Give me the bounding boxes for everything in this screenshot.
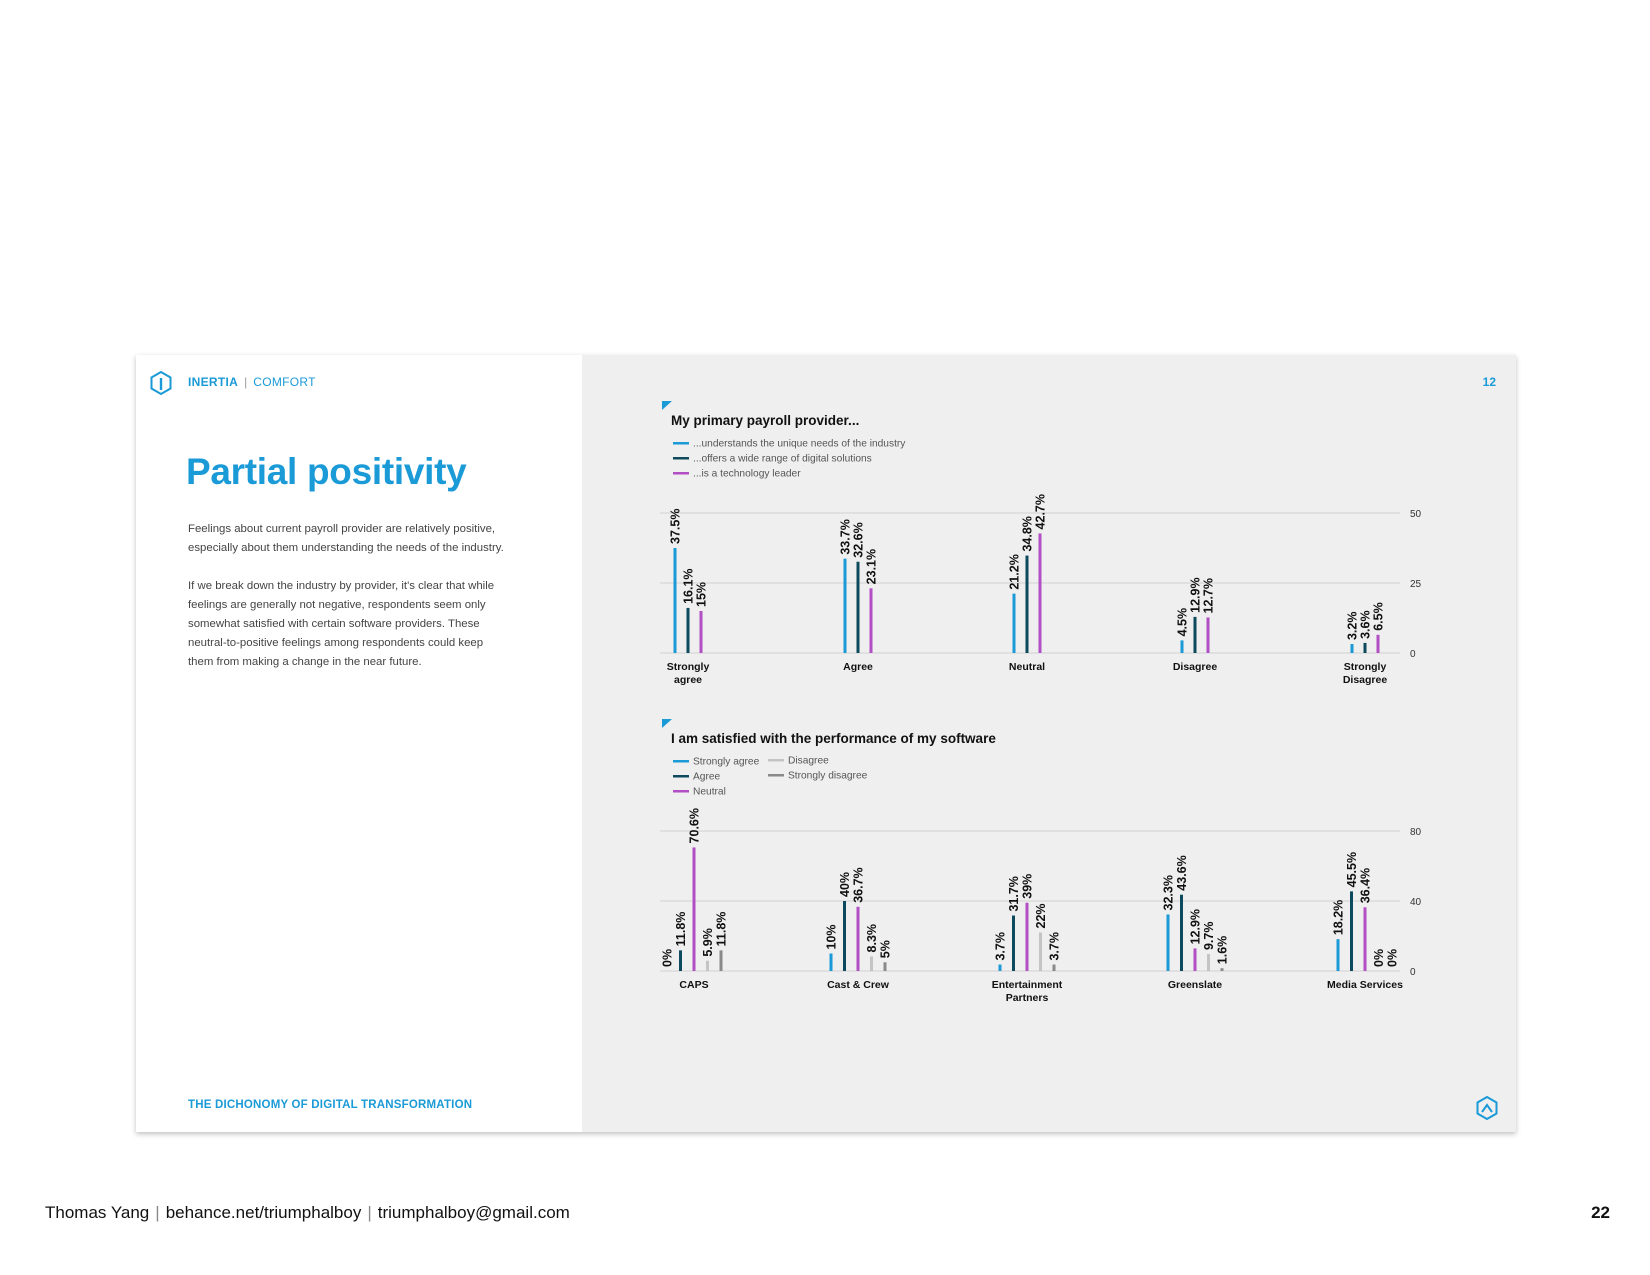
bar [1337, 939, 1340, 971]
bar [1364, 907, 1367, 971]
chart-marker-icon [662, 719, 672, 728]
text-panel [136, 355, 582, 1132]
data-label: 9.7% [1202, 921, 1216, 951]
legend-swatch [673, 472, 689, 475]
bar [1181, 640, 1184, 653]
data-label: 1.6% [1215, 935, 1230, 965]
data-label: 5.9% [701, 928, 715, 957]
bar [870, 956, 873, 971]
data-label: 10% [824, 924, 839, 950]
data-label: 23.1% [864, 548, 879, 585]
data-label: 12.9% [1188, 908, 1203, 945]
x-tick-label: Media Services [1327, 979, 1403, 991]
data-label: 45.5% [1345, 851, 1359, 888]
bar [706, 961, 709, 971]
x-tick-label: Neutral [1008, 661, 1046, 673]
bar [1039, 533, 1042, 653]
chart-2 [660, 719, 1422, 1004]
legend-label: ...understands the unique needs of the industry [693, 438, 906, 450]
bar [679, 950, 682, 971]
paragraph-2: If we break down the industry by provider, it's clear that while feelings are generally not negative, respondents seem only somewhat satisfied with certain software providers. These neutral-to-positive feelings among respondents could keep them from making a change in the near future. [188, 580, 495, 668]
bar [1026, 903, 1029, 971]
paragraph-1: Feelings about current payroll provider are relatively positive, especially about them understanding the needs of the industry. [188, 523, 504, 554]
bar [674, 548, 677, 653]
x-tick-label: Strongly agree [666, 661, 710, 686]
data-label: 21.2% [1007, 554, 1022, 590]
data-label: 34.8% [1020, 516, 1035, 552]
data-label: 11.8% [674, 911, 688, 947]
data-label: 39% [1020, 873, 1035, 899]
data-label: 3.2% [1345, 611, 1360, 641]
data-label: 12.7% [1201, 577, 1216, 614]
bar [1351, 644, 1354, 653]
footer-title: THE DICHONOMY OF DIGITAL TRANSFORMATION [188, 1099, 473, 1111]
y-tick-label: 50 [1410, 509, 1422, 520]
bar [884, 962, 887, 971]
data-label: 5% [878, 940, 893, 959]
data-label: 0% [660, 948, 675, 967]
legend-label: Strongly disagree [788, 770, 868, 782]
footer-divider: | [367, 1203, 372, 1222]
bar [1053, 965, 1056, 971]
bar [843, 901, 846, 971]
bar [720, 950, 723, 971]
y-tick-label: 0 [1410, 967, 1416, 978]
data-label: 31.7% [1007, 876, 1021, 912]
data-label: 8.3% [865, 923, 879, 953]
legend-label: ...is a technology leader [693, 468, 801, 480]
bar [1377, 635, 1380, 653]
bar [1180, 895, 1183, 971]
bar [1364, 643, 1367, 653]
bar [1350, 891, 1353, 971]
data-label: 16.1% [681, 568, 696, 604]
footer-divider: | [155, 1203, 160, 1222]
y-tick-label: 0 [1410, 649, 1416, 660]
bar [1207, 617, 1210, 653]
x-tick-label: CAPS [679, 979, 709, 991]
bar [1012, 916, 1015, 971]
chart-marker-icon [662, 401, 672, 410]
data-label: 22% [1034, 903, 1048, 929]
data-label: 42.7% [1033, 493, 1048, 530]
legend-swatch [768, 774, 784, 777]
chart-title: My primary payroll provider... [671, 413, 860, 428]
page-footer [45, 1203, 570, 1223]
charts-canvas [582, 355, 1516, 1132]
bar [1039, 933, 1042, 972]
data-label: 36.7% [851, 867, 866, 903]
legend-swatch [768, 759, 784, 762]
section-label: INERTIA [188, 375, 239, 389]
page-title: Partial positivity [186, 451, 467, 492]
bar [870, 588, 873, 653]
legend-swatch [673, 760, 689, 763]
subsection-label: COMFORT [253, 375, 316, 389]
data-label: 70.6% [687, 807, 702, 844]
page-number: 12 [1482, 375, 1496, 389]
y-tick-label: 80 [1410, 827, 1422, 838]
bar [857, 907, 860, 971]
bar [700, 611, 703, 653]
bar [1013, 594, 1016, 653]
bar [1221, 968, 1224, 971]
data-label: 6.5% [1371, 602, 1386, 631]
x-tick-label: Disagree [1172, 661, 1218, 673]
data-label: 4.5% [1175, 607, 1190, 637]
x-tick-label: Entertainment Partners [991, 979, 1063, 1004]
data-label: 12.9% [1188, 577, 1203, 613]
bar [1194, 948, 1197, 971]
bar [687, 608, 690, 653]
bar [999, 965, 1002, 971]
data-label: 18.2% [1331, 899, 1346, 936]
x-tick-label: Greenslate [1167, 979, 1223, 991]
bar [1026, 556, 1029, 653]
data-label: 36.4% [1358, 867, 1373, 904]
header-divider: | [244, 375, 248, 389]
portfolio-page-number: 22 [1591, 1203, 1610, 1222]
legend-label: Neutral [693, 786, 726, 798]
legend-label: Strongly agree [693, 756, 760, 768]
report-page [136, 355, 1516, 1132]
section-header [188, 375, 316, 389]
author-name: Thomas Yang [45, 1203, 150, 1222]
x-tick-label: Cast & Crew [827, 979, 889, 991]
legend-swatch [673, 442, 689, 445]
bar [1167, 914, 1170, 971]
bar [844, 559, 847, 653]
data-label: 11.8% [714, 911, 729, 947]
data-label: 3.7% [993, 932, 1008, 961]
bar [693, 847, 696, 971]
legend-label: Agree [693, 771, 721, 783]
data-label: 3.6% [1358, 610, 1373, 639]
legend-swatch [673, 457, 689, 460]
data-label: 43.6% [1175, 855, 1189, 891]
author-site[interactable]: behance.net/triumphalboy [165, 1203, 362, 1222]
bar [1194, 617, 1197, 653]
data-label: 3.7% [1047, 932, 1062, 961]
y-tick-label: 40 [1410, 897, 1422, 908]
x-tick-label: Agree [843, 661, 873, 673]
chart-title: I am satisfied with the performance of my software [671, 731, 996, 746]
author-email[interactable]: triumphalboy@gmail.com [377, 1203, 570, 1222]
legend-swatch [673, 790, 689, 793]
chart-1 [660, 401, 1422, 686]
data-label: 32.3% [1161, 875, 1176, 911]
y-tick-label: 25 [1410, 579, 1422, 590]
legend-label: Disagree [788, 755, 829, 767]
chart-panel [582, 355, 1516, 1132]
data-label: 37.5% [668, 508, 683, 544]
data-label: 40% [838, 871, 852, 897]
inertia-logo-icon [150, 371, 172, 395]
x-tick-label: Strongly Disagree [1342, 661, 1388, 686]
bar [857, 562, 860, 653]
data-label: 15% [694, 581, 709, 607]
data-label: 33.7% [838, 519, 853, 555]
data-label: 32.6% [851, 522, 866, 558]
bar [830, 954, 833, 972]
data-label: 0% [1372, 948, 1386, 967]
legend-label: ...offers a wide range of digital solutions [693, 453, 872, 465]
legend-swatch [673, 775, 689, 778]
bar [1207, 954, 1210, 971]
data-label: 0% [1385, 948, 1400, 967]
